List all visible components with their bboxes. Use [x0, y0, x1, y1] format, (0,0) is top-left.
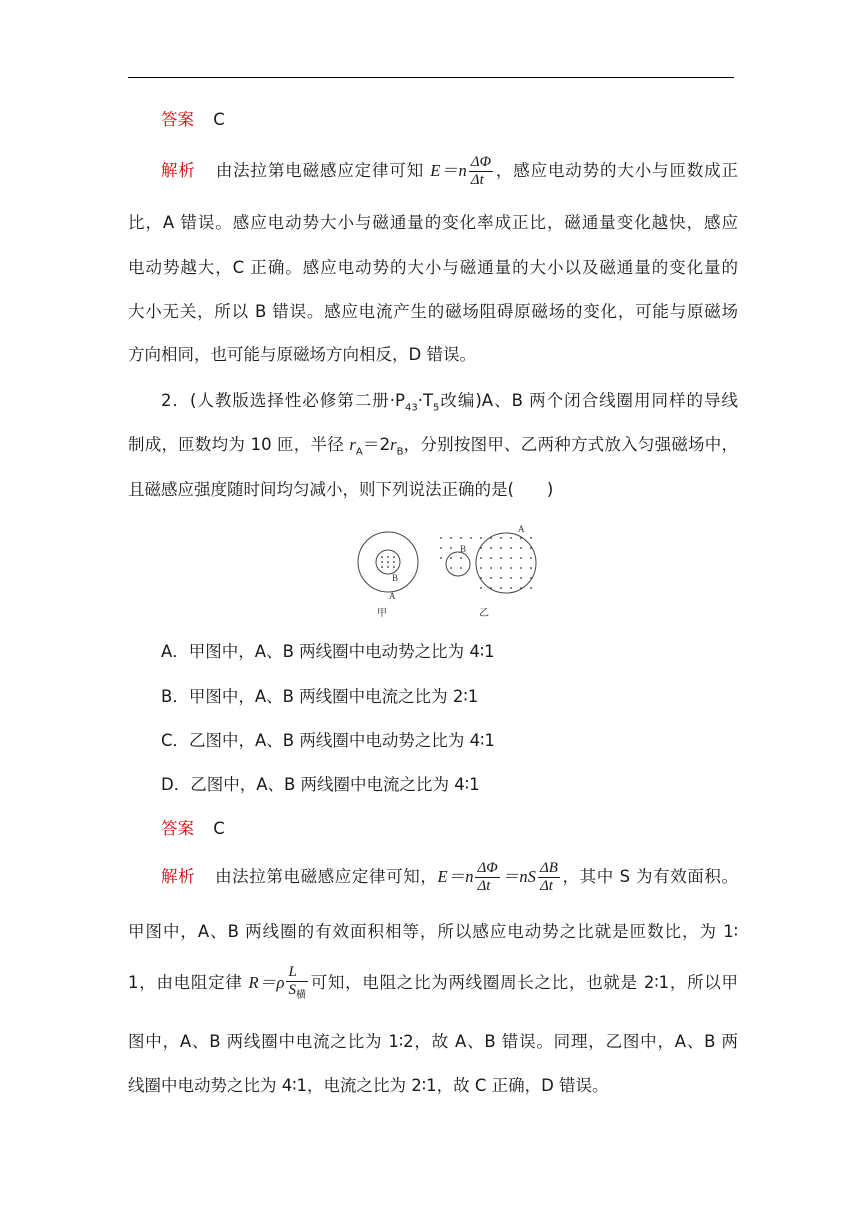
figure-jia [358, 532, 418, 619]
area-symbol: S [288, 981, 296, 998]
question-text: 制成，匝数均为 10 匝，半径 [128, 435, 350, 454]
analysis2-line-1 [161, 858, 738, 896]
analysis2-line-3 [128, 958, 738, 1008]
option-d: D．乙图中，A、B 两线圈中电流之比为 4∶1 [161, 775, 480, 794]
answer-value: C [213, 819, 225, 838]
field-dots-left [381, 556, 395, 568]
question-text: 改编)A、B 两个闭合线圈用同样的导线 [439, 391, 738, 410]
subscript: A [355, 446, 363, 458]
question-text: 2．(人教版选择性必修第二册·P [161, 391, 405, 410]
coil-a-right [476, 533, 536, 593]
question-text: ＝2 [362, 435, 391, 454]
question-line-2 [128, 433, 738, 464]
analysis2-line-2: 甲图中，A、B 两线圈的有效面积相等，所以感应电动势之比就是匝数比，为 1∶ [128, 922, 738, 941]
answer-line-2 [161, 817, 738, 841]
subscript: 横 [295, 989, 306, 1001]
question-text: ，分别按图甲、乙两种方式放入匀强磁场中， [403, 435, 739, 454]
analysis-line-1 [161, 152, 738, 190]
formula-r: R＝ρ [248, 973, 285, 992]
radius-symbol: r [390, 435, 397, 454]
label-jia: 甲 [377, 608, 387, 619]
analysis-label: 解析 [161, 867, 196, 886]
answer-line-1 [161, 108, 738, 132]
fraction-dphi-dt: $\frac{\Delta\Phi}{\Delta t}$ [477, 860, 498, 894]
subscript: 43 [404, 402, 418, 414]
coil-b-right [446, 552, 470, 576]
fraction-db-dt: $\frac{\Delta B}{\Delta t}$ [539, 860, 558, 894]
analysis-label: 解析 [161, 161, 196, 180]
subscript: 5 [433, 402, 440, 414]
subscript: B [396, 446, 404, 458]
figure-yi [440, 524, 536, 619]
fraction-dphi-dt: $\frac{\Delta\Phi}{\Delta t}$ [470, 154, 492, 188]
label-b-left: B [392, 573, 399, 583]
label-b-right: B [460, 544, 467, 554]
label-a-left: A [389, 591, 396, 601]
formula-e: E＝n [430, 161, 467, 180]
formula-e: E＝n [437, 867, 474, 886]
analysis-text: 由法拉第电磁感应定律可知 [215, 161, 425, 180]
question-line-3: 且磁感应强度随时间均匀减小，则下列说法正确的是( ) [128, 480, 554, 499]
header-rule [128, 77, 734, 78]
radius-symbol: r [349, 435, 356, 454]
option-c: C．乙图中，A、B 两线圈中电动势之比为 4∶1 [161, 731, 495, 750]
option-a: A．甲图中，A、B 两线圈中电动势之比为 4∶1 [161, 642, 495, 661]
field-dots-right [440, 537, 532, 589]
formula-ns: ＝nS [501, 867, 536, 886]
analysis-line-4: 大小无关，所以 B 错误。感应电流产生的磁场阻碍原磁场的变化，可能与原磁场 [128, 302, 738, 321]
label-yi: 乙 [479, 608, 489, 619]
analysis-line-2: 比，A 错误。感应电动势大小与磁通量的变化率成正比，磁通量变化越快，感应 [128, 213, 738, 232]
label-a-right: A [518, 524, 525, 534]
analysis-line-3: 电动势越大，C 正确。感应电动势的大小与磁通量的大小以及磁通量的变化量的 [128, 258, 738, 277]
analysis-line-5: 方向相同，也可能与原磁场方向相反，D 错误。 [128, 345, 476, 364]
answer-value: C [213, 110, 225, 129]
analysis-text: 由法拉第电磁感应定律可知， [215, 867, 438, 886]
option-b: B．甲图中，A、B 两线圈中电流之比为 2∶1 [161, 687, 479, 706]
coil-figure [340, 520, 540, 622]
analysis2-line-5: 线圈中电动势之比为 4∶1，电流之比为 2∶1，故 C 正确，D 错误。 [128, 1076, 609, 1095]
analysis-text: 1，由电阻定律 [128, 973, 249, 992]
analysis2-line-4: 图中，A、B 两线圈中电流之比为 1∶2，故 A、B 错误。同理，乙图中，A、B 两 [128, 1032, 738, 1051]
fraction-l-s: $\frac{L}{S_横}$ [288, 963, 306, 1001]
analysis-text: ，其中 S 为有效面积。 [561, 867, 739, 886]
question-line-1 [161, 389, 738, 420]
analysis-text: ，感应电动势的大小与匝数成正 [495, 161, 739, 180]
analysis-text: 可知，电阻之比为两线圈周长之比，也就是 2∶1，所以甲 [309, 973, 739, 992]
answer-label: 答案 [161, 819, 194, 838]
answer-label: 答案 [161, 110, 194, 129]
question-text: ·T [417, 391, 434, 410]
